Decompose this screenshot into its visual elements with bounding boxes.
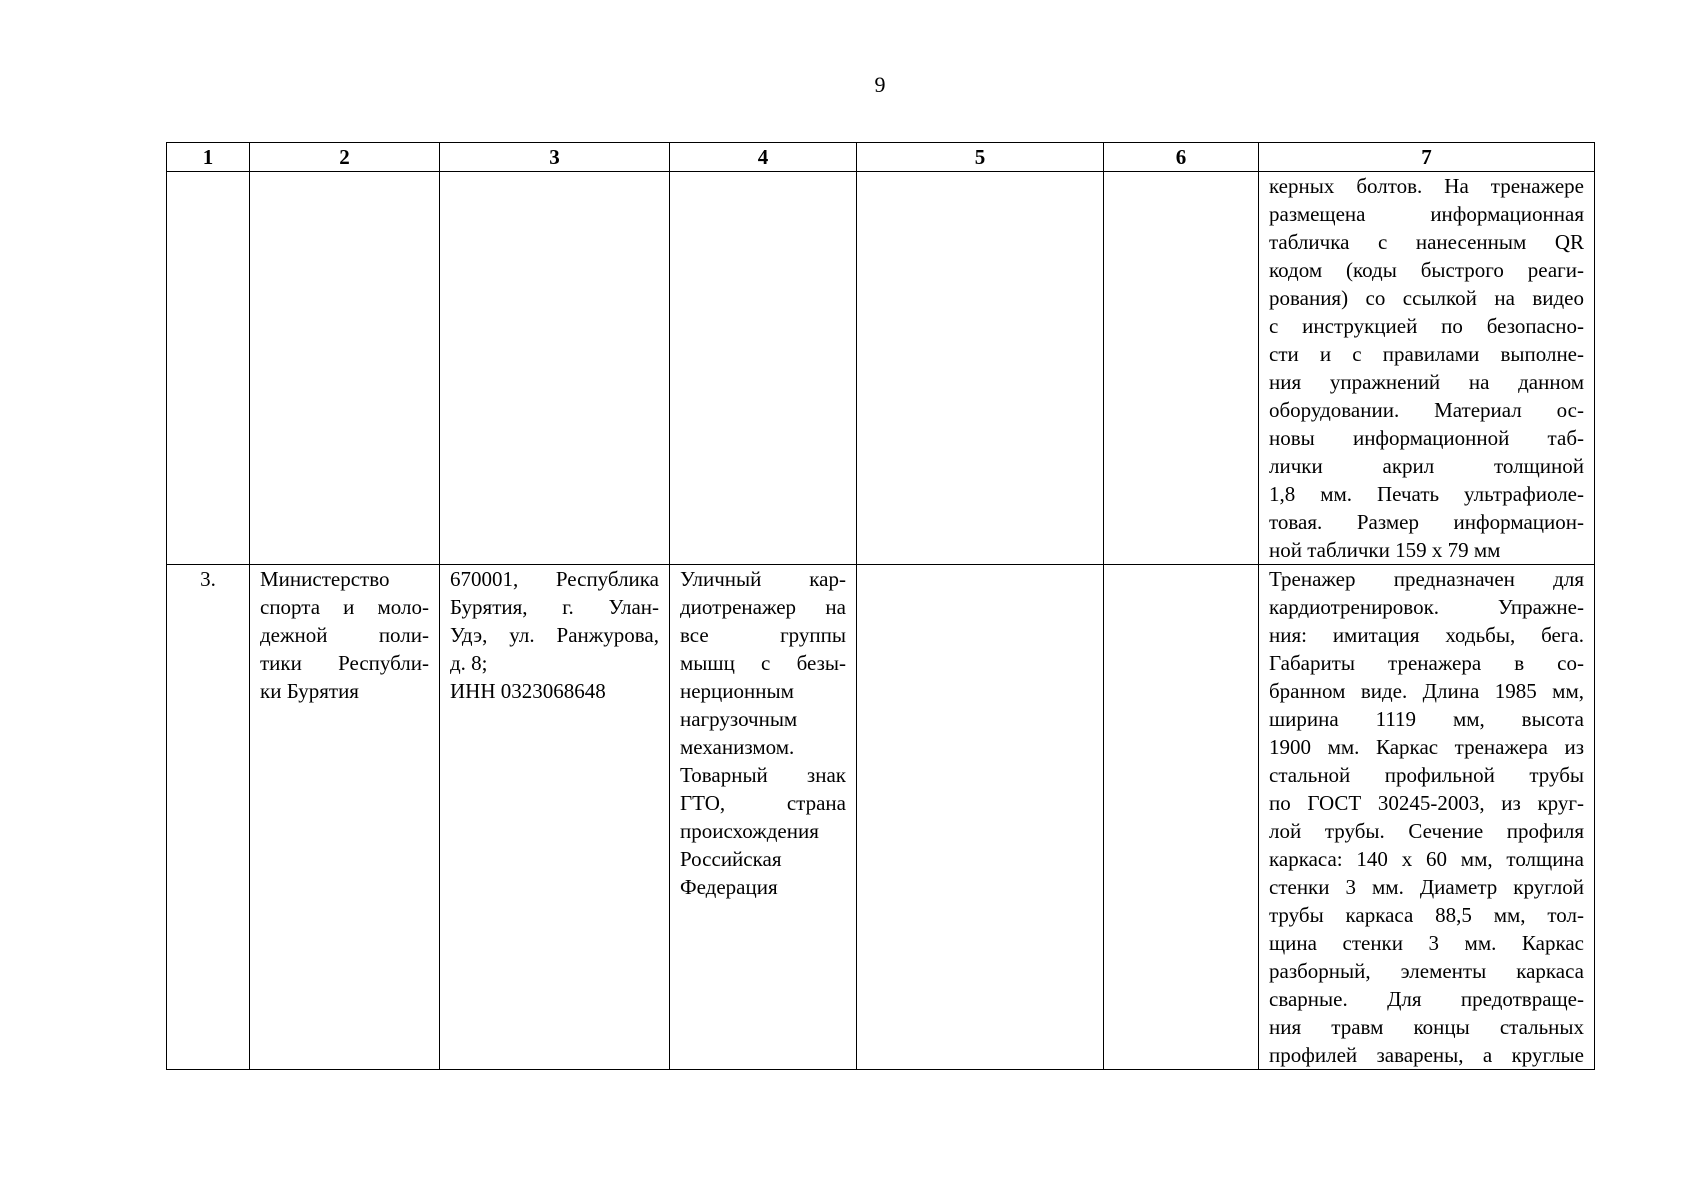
text-line: сварные. Для предотвраще- [1269,987,1584,1011]
continuation-cell-3 [440,172,670,565]
text-line: нерционным [680,679,794,703]
document-table [166,142,1595,1070]
continuation-cell-6 [1104,172,1259,565]
text-line: 670001, Республика [450,567,659,591]
text-line: товая. Размер информацион- [1269,510,1584,534]
text-line: размещена информационная [1269,202,1584,226]
text-line: новы информационной таб- [1269,426,1584,450]
text-line: Габариты тренажера в со- [1269,651,1584,675]
text-line: Уличный кар- [680,567,846,591]
column-header-3: 3 [440,143,670,172]
text-line: профилей заварены, а круглые [1269,1043,1584,1067]
text-line: бранном виде. Длина 1985 мм, [1269,679,1584,703]
column-header-4: 4 [670,143,857,172]
text-line: ния упражнений на данном [1269,370,1584,394]
header-row [167,143,1595,172]
text-line: лой трубы. Сечение профиля [1269,819,1584,843]
text-line: диотренажер на [680,595,846,619]
text-line: механизмом. [680,735,795,759]
column-header-6: 6 [1104,143,1259,172]
continuation-cell-4 [670,172,857,565]
text-line: Министерство [260,567,390,591]
text-line: все группы [680,623,846,647]
text-line: сти и с правилами выполне- [1269,342,1584,366]
text-line: стальной профильной трубы [1269,763,1584,787]
text-line: мышц с безы- [680,651,846,675]
text-line: ширина 1119 мм, высота [1269,707,1584,731]
text-line: ГТО, страна [680,791,846,815]
column-header-2: 2 [250,143,440,172]
continuation-cell-2 [250,172,440,565]
organization-name-cell [250,565,440,1070]
text-line: Федерация [680,875,778,899]
text-line: кодом (коды быстрого реаги- [1269,258,1584,282]
text-line: трубы каркаса 88,5 мм, тол- [1269,903,1584,927]
text-line: спорта и моло- [260,595,429,619]
text-line: щина стенки 3 мм. Каркас [1269,931,1584,955]
text-line: стенки 3 мм. Диаметр круглой [1269,875,1584,899]
text-line: ния травм концы стальных [1269,1015,1584,1039]
text-line: Тренажер предназначен для [1269,567,1584,591]
text-line: керных болтов. На тренажере [1269,174,1584,198]
empty-cell-5 [857,565,1104,1070]
continuation-cell-5 [857,172,1104,565]
text-line: ния: имитация ходьбы, бега. [1269,623,1584,647]
text-line: Товарный знак [680,763,846,787]
text-line: дежной поли- [260,623,429,647]
text-line: Бурятия, г. Улан- [450,595,659,619]
continuation-description-cell [1259,172,1595,565]
text-line: рования) со ссылкой на видео [1269,286,1584,310]
text-line: ИНН 0323068648 [450,679,606,703]
text-line: кардиотренировок. Упражне- [1269,595,1584,619]
column-header-5: 5 [857,143,1104,172]
text-line: лички акрил толщиной [1269,454,1584,478]
row-number-cell: 3. [167,565,250,1070]
text-line: 1,8 мм. Печать ультрафиоле- [1269,482,1584,506]
column-header-1: 1 [167,143,250,172]
address-cell [440,565,670,1070]
text-line: происхождения [680,819,819,843]
text-line: Удэ, ул. Ранжурова, [450,623,659,647]
text-line: ной таблички 159 x 79 мм [1269,538,1501,562]
table-row-continuation [167,172,1595,565]
product-name-cell [670,565,857,1070]
text-line: по ГОСТ 30245-2003, из круг- [1269,791,1584,815]
text-line: оборудовании. Материал ос- [1269,398,1584,422]
text-line: нагрузочным [680,707,798,731]
column-header-7: 7 [1259,143,1595,172]
table-row-3 [167,565,1595,1070]
text-line: табличка с нанесенным QR [1269,230,1584,254]
text-line: с инструкцией по безопасно- [1269,314,1584,338]
text-line: 1900 мм. Каркас тренажера из [1269,735,1584,759]
text-line: д. 8; [450,651,488,675]
description-cell [1259,565,1595,1070]
text-line: каркаса: 140 x 60 мм, толщина [1269,847,1584,871]
text-line: Российская [680,847,782,871]
empty-cell-6 [1104,565,1259,1070]
text-line: разборный, элементы каркаса [1269,959,1584,983]
text-line: тики Республи- [260,651,429,675]
text-line: ки Бурятия [260,679,359,703]
page-number: 9 [874,72,886,97]
continuation-cell-1 [167,172,250,565]
